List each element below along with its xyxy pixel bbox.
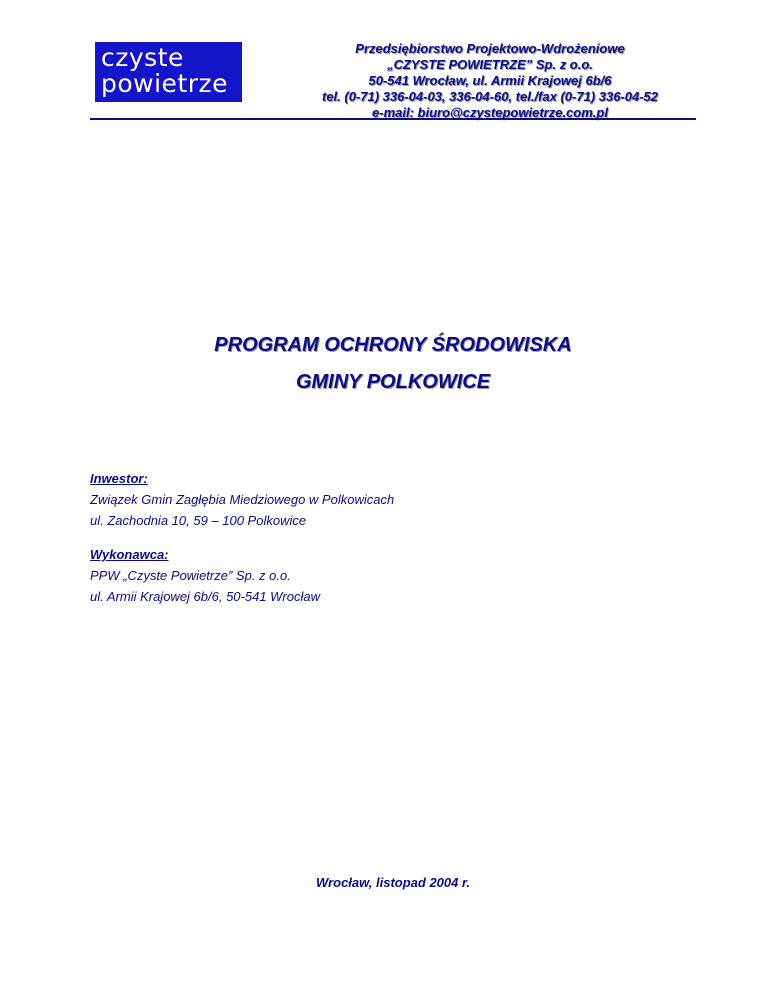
place-date: Wrocław, listopad 2004 r.	[316, 875, 470, 890]
company-phone: tel. (0-71) 336-04-03, 336-04-60, tel./fax (0-71) 336-04-52	[321, 89, 659, 104]
company-logo	[95, 42, 242, 102]
company-email: e-mail: biuro@czystepowietrze.com.pl	[372, 105, 608, 120]
company-address: 50-541 Wrocław, ul. Armii Krajowej 6b/6	[368, 73, 612, 88]
investor-name: Związek Gmin Zagłębia Miedziowego w Polkowicach	[90, 492, 395, 507]
contractor-name: PPW „Czyste Powietrze” Sp. z o.o.	[90, 568, 291, 583]
header-divider	[90, 118, 696, 120]
document-title: PROGRAM OCHRONY ŚRODOWISKA	[214, 334, 572, 356]
logo-text-line1: czyste	[101, 43, 184, 72]
document-subtitle: GMINY POLKOWICE	[295, 371, 491, 393]
contractor-section	[90, 544, 320, 607]
contractor-label: Wykonawca:	[90, 547, 169, 562]
company-type: Przedsiębiorstwo Projektowo-Wdrożeniowe	[355, 41, 625, 56]
company-header	[290, 41, 690, 121]
company-name: „CZYSTE POWIETRZE” Sp. z o.o.	[387, 57, 593, 72]
contractor-address: ul. Armii Krajowej 6b/6, 50-541 Wrocław	[90, 589, 320, 604]
investor-section	[90, 468, 394, 531]
logo-text-line2: powietrze	[101, 69, 229, 98]
investor-label: Inwestor:	[90, 471, 148, 486]
investor-address: ul. Zachodnia 10, 59 – 100 Polkowice	[90, 513, 307, 528]
